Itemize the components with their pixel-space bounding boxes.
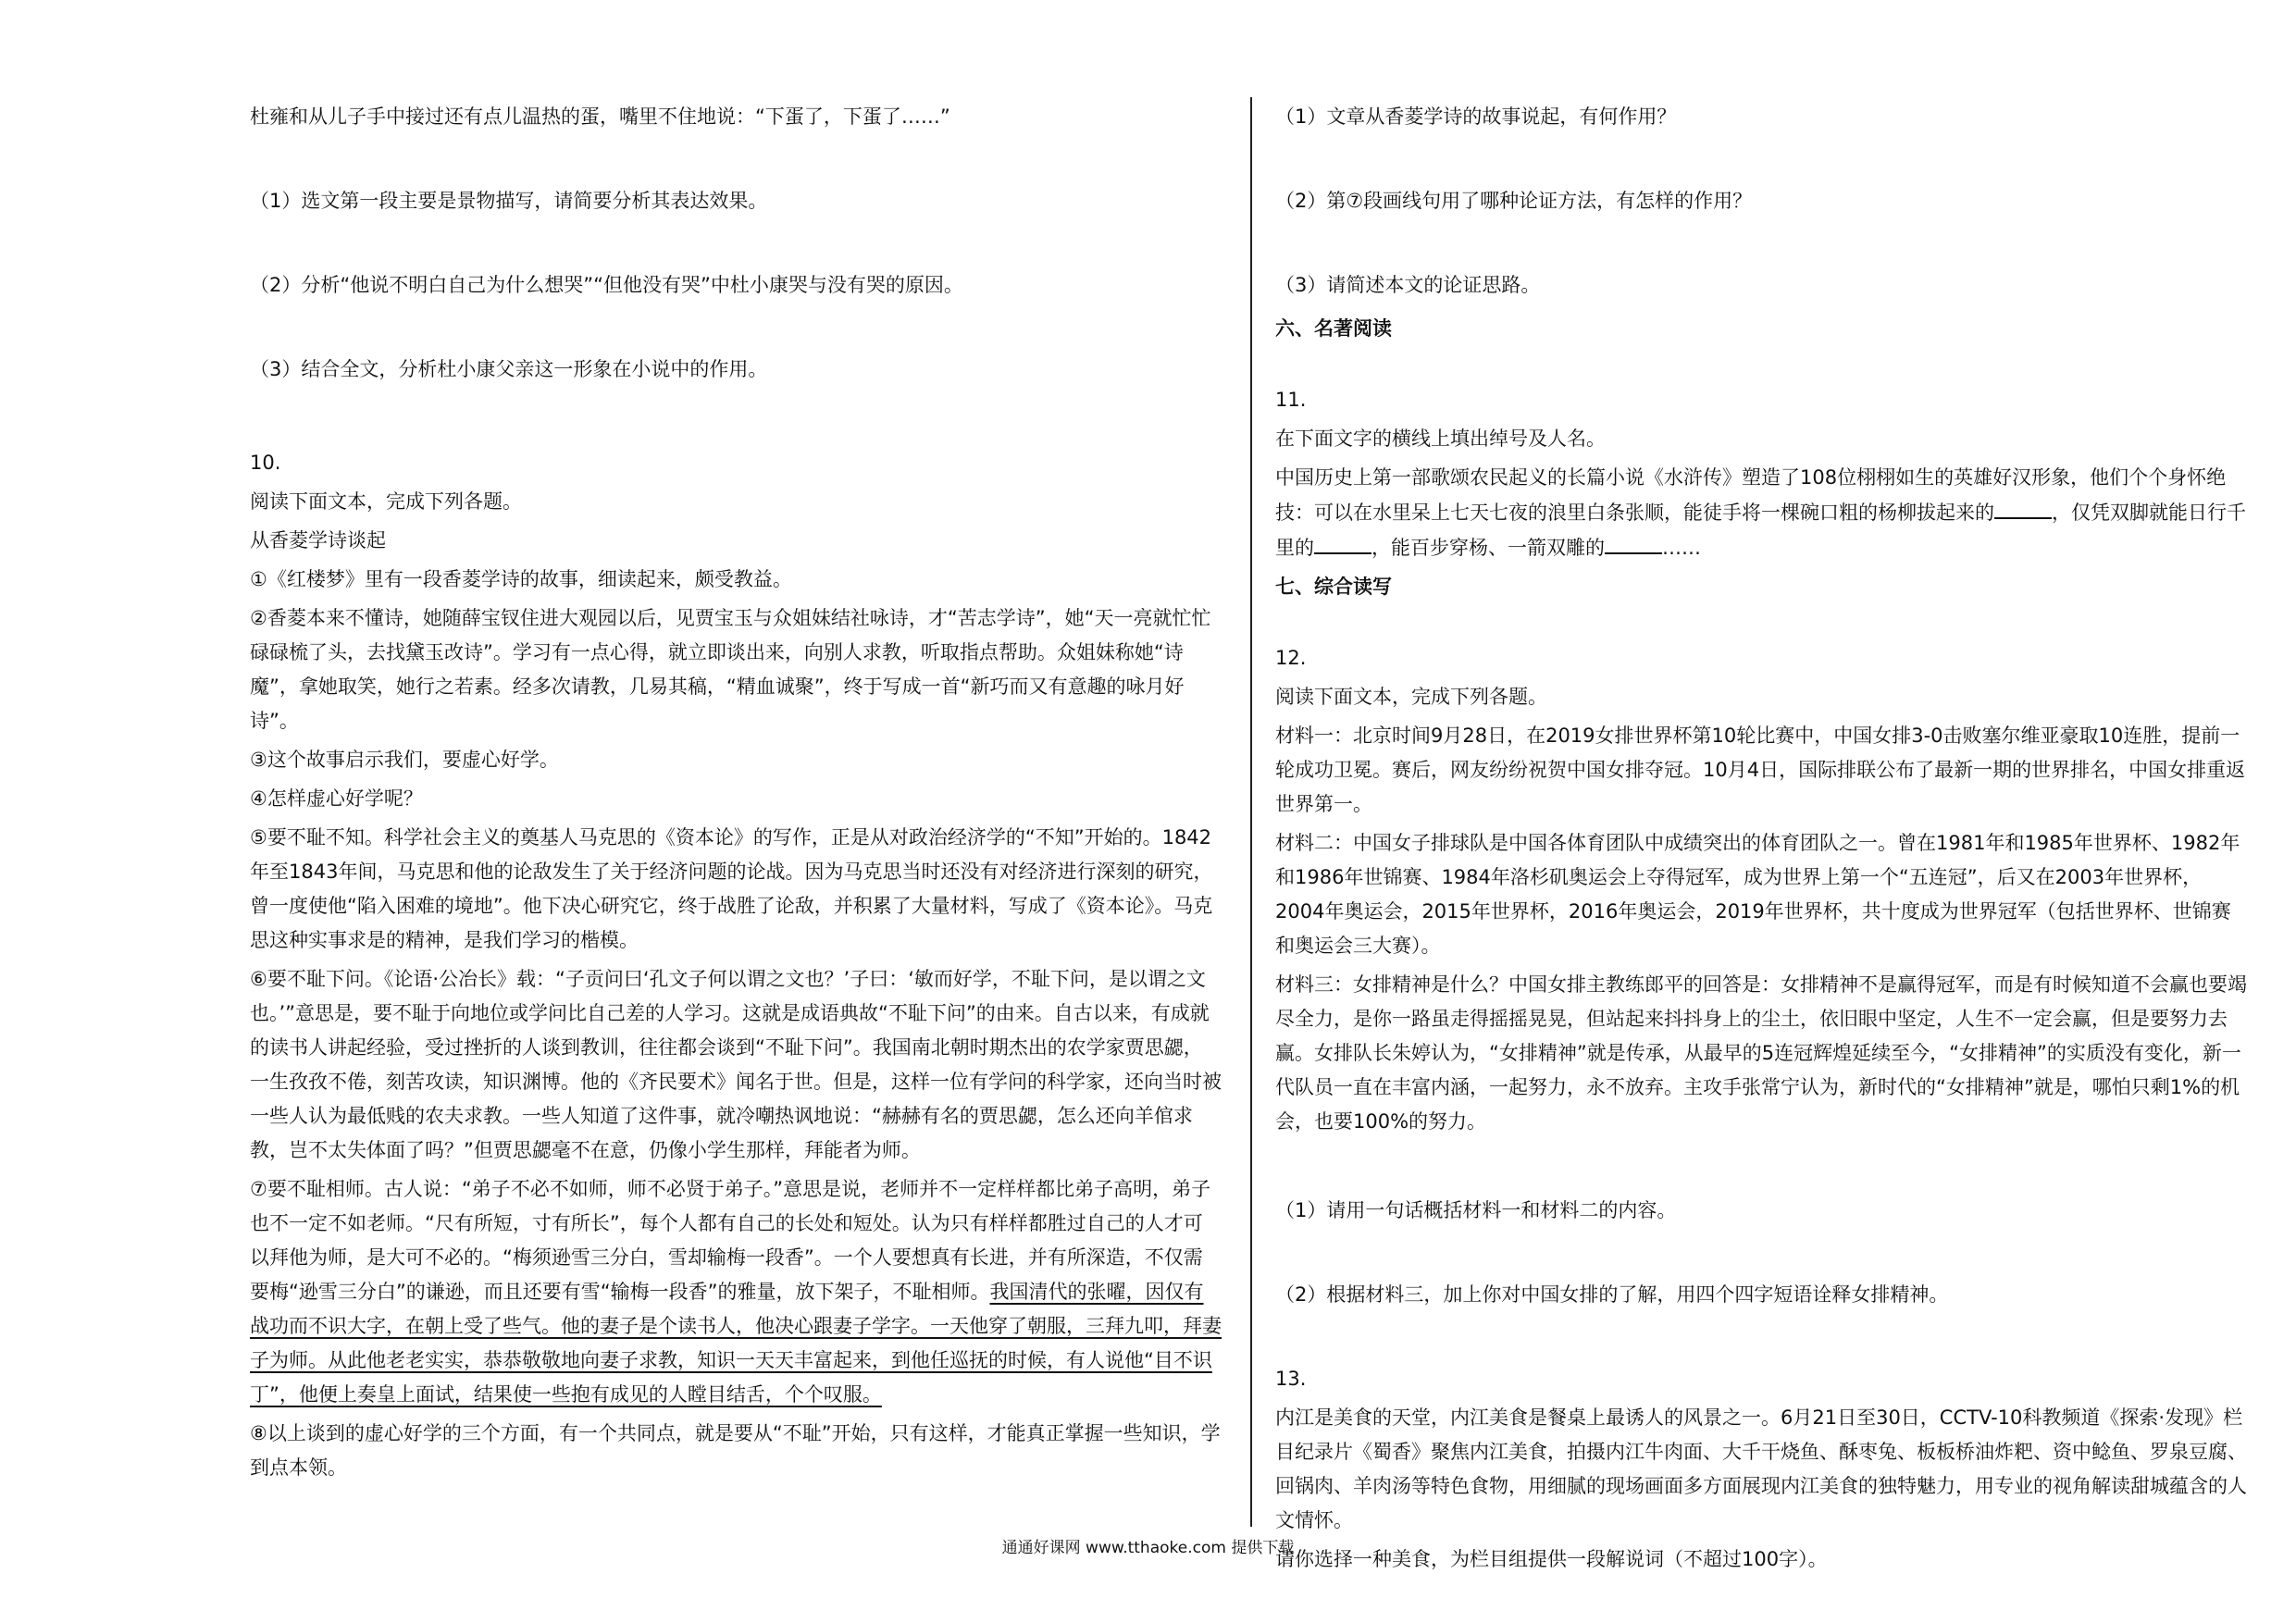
material-1: 材料一：北京时间9月28日，在2019女排世界杯第10轮比赛中，中国女排3-0击败塞尔维亚豪取10连胜，提前一轮成功卫冕。赛后，网友纷纷祝贺中国女排夺冠。10月4日，国际排联公布了最新一期的世界排名，中国女排重返世界第一。 (1275, 725, 2246, 815)
q11-text-part-1: 中国历史上第一部歌颂农民起义的长篇小说《水浒传》塑造了108位栩栩如生的英雄好汉形象，他们个个身怀绝技：可以在水里呆上七天七夜的浪里白条张顺，能徒手将一棵碗口粗的杨柳拔起来的 (1275, 466, 2227, 524)
essay-paragraph-6: ⑥要不耻下问。《论语·公冶长》载：“子贡问曰‘孔文子何以谓之文也？’子曰：‘敏而好学，不耻下问，是以谓之文也。’”意思是，要不耻于向地位或学问比自己差的人学习。这就是成语典故“不耻下问”的由来。自古以来，有成就的读书人讲起经验，受过挫折的人谈到教训，往往都会谈到“不耻下问”。我国南北朝时期杰出的农学家贾思勰，一生孜孜不倦，刻苦攻读，知识渊博。他的《齐民要术》闻名于世。但是，这样一位有学问的科学家，还向当时被一些人认为最低贱的农夫求教。一些人知道了这件事，就冷嘲热讽地说：“赫赫有名的贾思勰，怎么还向羊倌求教，岂不太失体面了吗？”但贾思勰毫不在意，仍像小学生那样，拜能者为师。 (250, 968, 1222, 1161)
question-13-number: 13. (1275, 1368, 1307, 1390)
section-7-heading: 七、综合读写 (1275, 576, 1392, 598)
essay-paragraph-8: ⑧以上谈到的虚心好学的三个方面，有一个共同点，就是要从“不耻”开始，只有这样，才能真正掌握一些知识，学到点本领。 (250, 1422, 1221, 1479)
underlined-sentence: 我国清代的张曜，因仅有战功而不识大字，在朝上受了些气。他的妻子是个读书人，他决心跟妻子学字。一天他穿了朝服，三拜九叩，拜妻子为师。从此他老老实实，恭恭敬敬地向妻子求教，知识一天天丰富起来，到他任巡抚的时候，有人说他“目不识丁”，他便上奏皇上面试，结果使一些抱有成见的人瞠目结舌，个个叹服。 (250, 1281, 1222, 1406)
question-11-number: 11. (1275, 389, 1307, 411)
essay-paragraph-5: ⑤要不耻不知。科学社会主义的奠基人马克思的《资本论》的写作，正是从对政治经济学的“不知”开始的。1842年至1843年间，马克思和他的论敌发生了关于经济问题的论战。因为马克思当时还没有对经济进行深刻的研究，曾一度使他“陷入困难的境地”。他下决心研究它，终于战胜了论敌，并积累了大量材料，写成了《资本论》。马克思这种实事求是的精神，是我们学习的楷模。 (250, 826, 1213, 951)
question-9-2: （2）分析“他说不明白自己为什么想哭”“但他没有哭”中杜小康哭与没有哭的原因。 (250, 274, 963, 296)
right-column (1275, 100, 2247, 1581)
left-column (250, 100, 1222, 1490)
answer-blank-2[interactable] (1314, 530, 1371, 554)
question-11-instruction: 在下面文字的横线上填出绰号及人名。 (1275, 427, 1606, 450)
story-ending: 杜雍和从儿子手中接过还有点儿温热的蛋，嘴里不住地说：“下蛋了，下蛋了……” (250, 105, 950, 128)
essay-paragraph-1: ①《红楼梦》里有一段香菱学诗的故事，细读起来，颇受教益。 (250, 568, 792, 590)
question-13-task: 请你选择一种美食，为栏目组提供一段解说词（不超过100字）。 (1275, 1548, 1828, 1570)
question-12-number: 12. (1275, 647, 1307, 669)
section-6-heading: 六、名著阅读 (1275, 317, 1392, 340)
essay-paragraph-7 (250, 1172, 1222, 1412)
question-12-intro: 阅读下面文本，完成下列各题。 (1275, 686, 1547, 708)
question-11-text (1275, 461, 2247, 565)
question-10-2: （2）第⑦段画线句用了哪种论证方法，有怎样的作用？ (1275, 190, 1753, 212)
question-10-1: （1）文章从香菱学诗的故事说起，有何作用？ (1275, 105, 1677, 128)
question-10-intro: 阅读下面文本，完成下列各题。 (250, 490, 522, 513)
material-2: 材料二：中国女子排球队是中国各体育团队中成绩突出的体育团队之一。曾在1981年和1985年世界杯、1982年和1986年世锦赛、1984年洛杉矶奥运会上夺得冠军，成为世界上第一个“五连冠”，后又在2003年世界杯，2004年奥运会，2015年世界杯，2016年奥运会，2019年世界杯，共十度成为世界冠军（包括世界杯、世锦赛和奥运会三大赛）。 (1275, 832, 2240, 957)
essay-paragraph-4: ④怎样虚心好学呢？ (250, 787, 423, 810)
material-3: 材料三：女排精神是什么？中国女排主教练郎平的回答是：女排精神不是赢得冠军，而是有时候知道不会赢也要竭尽全力，是你一路虽走得摇摇晃晃，但站起来抖抖身上的尘土，依旧眼中坚定，人生不一定会赢，但是要努力去赢。女排队长朱婷认为，“女排精神”就是传承，从最早的5连冠辉煌延续至今，“女排精神”的实质没有变化，新一代队员一直在丰富内涵，一起努力，永不放弃。主攻手张常宁认为，新时代的“女排精神”就是，哪怕只剩1%的机会，也要100%的努力。 (1275, 973, 2247, 1133)
answer-blank-3[interactable] (1605, 530, 1662, 554)
page-footer: 通通好课网 www.tthaoke.com 提供下载 (1001, 1539, 1295, 1557)
q11-text-part-2: ，仅凭双脚就能日行千里的 (1275, 502, 2246, 559)
q11-text-part-3: ，能百步穿杨、一箭双雕的 (1371, 537, 1605, 559)
q11-text-part-4: …… (1662, 537, 1701, 559)
essay-title: 从香菱学诗谈起 (250, 529, 386, 551)
essay-paragraph-3: ③这个故事启示我们，要虚心好学。 (250, 749, 559, 771)
paragraph-7-text: ⑦要不耻相师。古人说：“弟子不必不如师，师不必贤于弟子。”意思是说，老师并不一定样样都比弟子高明，弟子也不一定不如老师。“尺有所短，寸有所长”，每个人都有自己的长处和短处。认为只有样样都胜过自己的人才可以拜他为师，是大可不必的。“梅须逊雪三分白，雪却输梅一段香”。一个人要想真有长进，并有所深造，不仅需要梅“逊雪三分白”的谦逊，而且还要有雪“输梅一段香”的雅量，放下架子，不耻相师。 (250, 1178, 1211, 1303)
question-9-3: （3）结合全文，分析杜小康父亲这一形象在小说中的作用。 (250, 358, 768, 380)
question-10-3: （3）请简述本文的论证思路。 (1275, 274, 1541, 296)
question-12-1: （1）请用一句话概括材料一和材料二的内容。 (1275, 1199, 1677, 1221)
question-13-text: 内江是美食的天堂，内江美食是餐桌上最诱人的风景之一。6月21日至30日，CCTV-10科教频道《探索·发现》栏目纪录片《蜀香》聚焦内江美食，拍摄内江牛肉面、大千干烧鱼、酥枣兔、板板桥油炸粑、资中鲶鱼、罗泉豆腐、回锅肉、羊肉汤等特色食物，用细腻的现场画面多方面展现内江美食的独特魅力，用专业的视角解读甜城蕴含的人文情怀。 (1275, 1406, 2247, 1531)
column-divider (1250, 97, 1252, 1527)
question-12-2: （2）根据材料三，加上你对中国女排的了解，用四个四字短语诠释女排精神。 (1275, 1283, 1949, 1306)
answer-blank-1[interactable] (1994, 495, 2052, 519)
question-9-1: （1）选文第一段主要是景物描写，请简要分析其表达效果。 (250, 190, 768, 212)
question-10-number: 10. (250, 452, 281, 474)
essay-paragraph-2: ②香菱本来不懂诗，她随薛宝钗住进大观园以后，见贾宝玉与众姐妹结社咏诗，才“苦志学诗”，她“天一亮就忙忙碌碌梳了头，去找黛玉改诗”。学习有一点心得，就立即谈出来，向别人求教，听取指点帮助。众姐妹称她“诗魔”，拿她取笑，她行之若素。经多次请教，几易其稿，“精血诚聚”，终于写成一首“新巧而又有意趣的咏月好诗”。 (250, 607, 1211, 732)
